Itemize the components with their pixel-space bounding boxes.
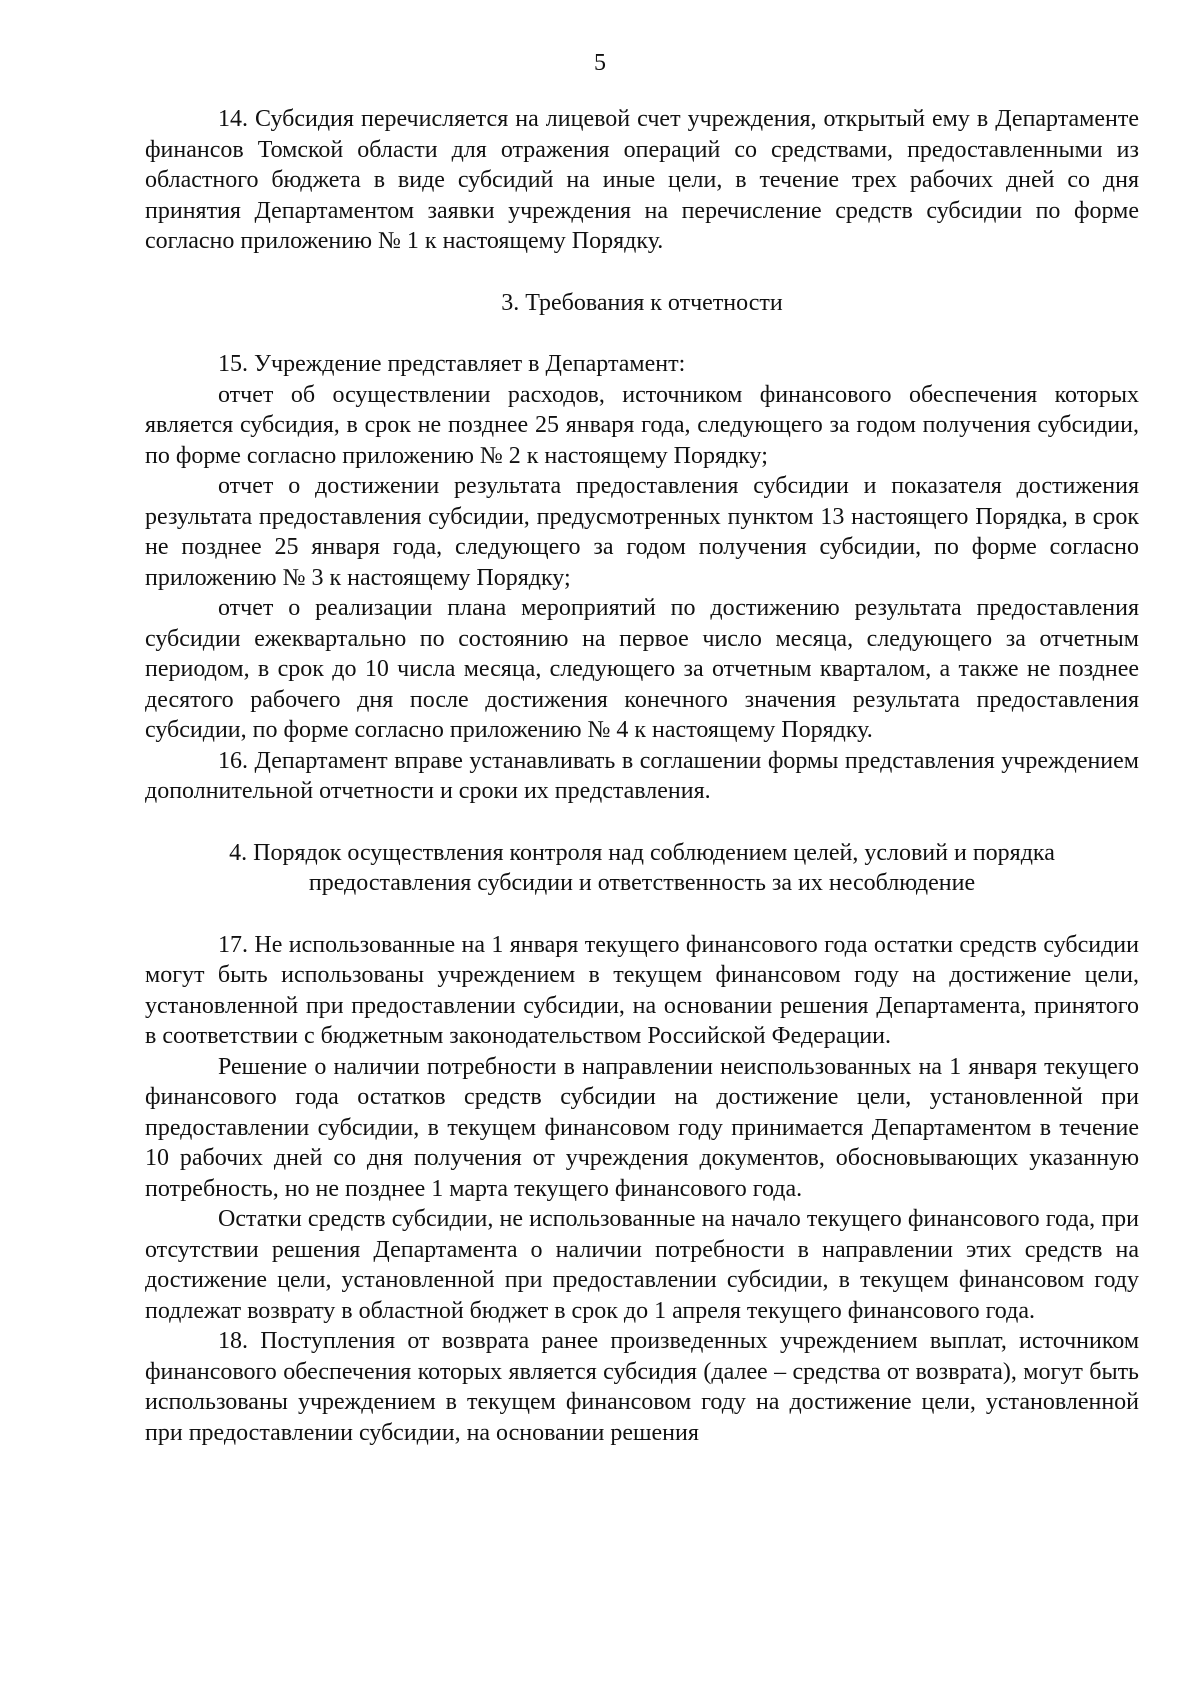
paragraph-15-report-2: отчет о достижении результата предоставления субсидии и показателя достижения результата предоставления субсидии, предусмотренных пунктом 13 настоящего Порядка, в срок не позднее 25 января года, следующего за годом получения субсидии, по форме согласно приложению № 3 к настоящему Порядку; xyxy=(145,473,1139,591)
section-4-title-line-1: 4. Порядок осуществления контроля над соблюдением целей, условий и порядка xyxy=(229,839,1055,866)
paragraph-17: 17. Не использованные на 1 января текущего финансового года остатки средств субсидии могут быть использованы учреждением в текущем финансовом году на достижение цели, установленной при предоставлении субсидии, на основании решения Департамента, принятого в соответствии с бюджетным законодательством Российской Федерации. xyxy=(145,931,1139,1049)
section-4-title-line-2: предоставления субсидии и ответственность за их несоблюдение xyxy=(308,870,976,896)
paragraph-14: 14. Субсидия перечисляется на лицевой счет учреждения, открытый ему в Департаменте финансов Томской области для отражения операций со средствами, предоставленными из областного бюджета в виде субсидий на иные цели, в течение трех рабочих дней со дня принятия Департаментом заявки учреждения на перечисление средств субсидии по форме согласно приложению № 1 к настоящему Порядку. xyxy=(145,106,1139,254)
section-3-title: 3. Требования к отчетности xyxy=(501,289,783,316)
paragraph-18: 18. Поступления от возврата ранее произведенных учреждением выплат, источником финансового обеспечения которых является субсидия (далее – средства от возврата), могут быть использованы учреждением в текущем финансовом году на достижение цели, установленной при предоставлении субсидии, на основании решения xyxy=(145,1328,1139,1446)
paragraph-15: 15. Учреждение представляет в Департамент: xyxy=(218,351,686,377)
paragraph-16: 16. Департамент вправе устанавливать в соглашении формы представления учреждением дополнительной отчетности и сроки их представления. xyxy=(145,747,1139,804)
paragraph-17-remaining-funds: Остатки средств субсидии, не использованные на начало текущего финансового года, при отсутствии решения Департамента о наличии потребности в направлении этих средств на достижение цели, установленной при предоставлении субсидии, в текущем финансовом году подлежат возврату в областной бюджет в срок до 1 апреля текущего финансового года. xyxy=(145,1206,1139,1324)
page-number: 5 xyxy=(594,50,606,76)
document-body xyxy=(145,104,1139,1448)
paragraph-15-report-3: отчет о реализации плана мероприятий по достижению результата предоставления субсидии ежеквартально по состоянию на первое число месяца, следующего за отчетным периодом, в срок до 10 числа месяца, следующего за отчетным кварталом, а также не позднее десятого рабочего дня после достижения конечного значения результата предоставления субсидии, по форме согласно приложению № 4 к настоящему Порядку. xyxy=(145,595,1139,743)
paragraph-15-report-1: отчет об осуществлении расходов, источником финансового обеспечения которых является субсидия, в срок не позднее 25 января года, следующего за годом получения субсидии, по форме согласно приложению № 2 к настоящему Порядку; xyxy=(145,381,1139,469)
paragraph-17-decision: Решение о наличии потребности в направлении неиспользованных на 1 января текущего финансового года остатков средств субсидии на достижение цели, установленной при предоставлении субсидии, в текущем финансовом году принимается Департаментом в течение 10 рабочих дней со дня получения от учреждения документов, обосновывающих указанную потребность, но не позднее 1 марта текущего финансового года. xyxy=(145,1053,1139,1202)
section-4-title xyxy=(145,838,1139,899)
